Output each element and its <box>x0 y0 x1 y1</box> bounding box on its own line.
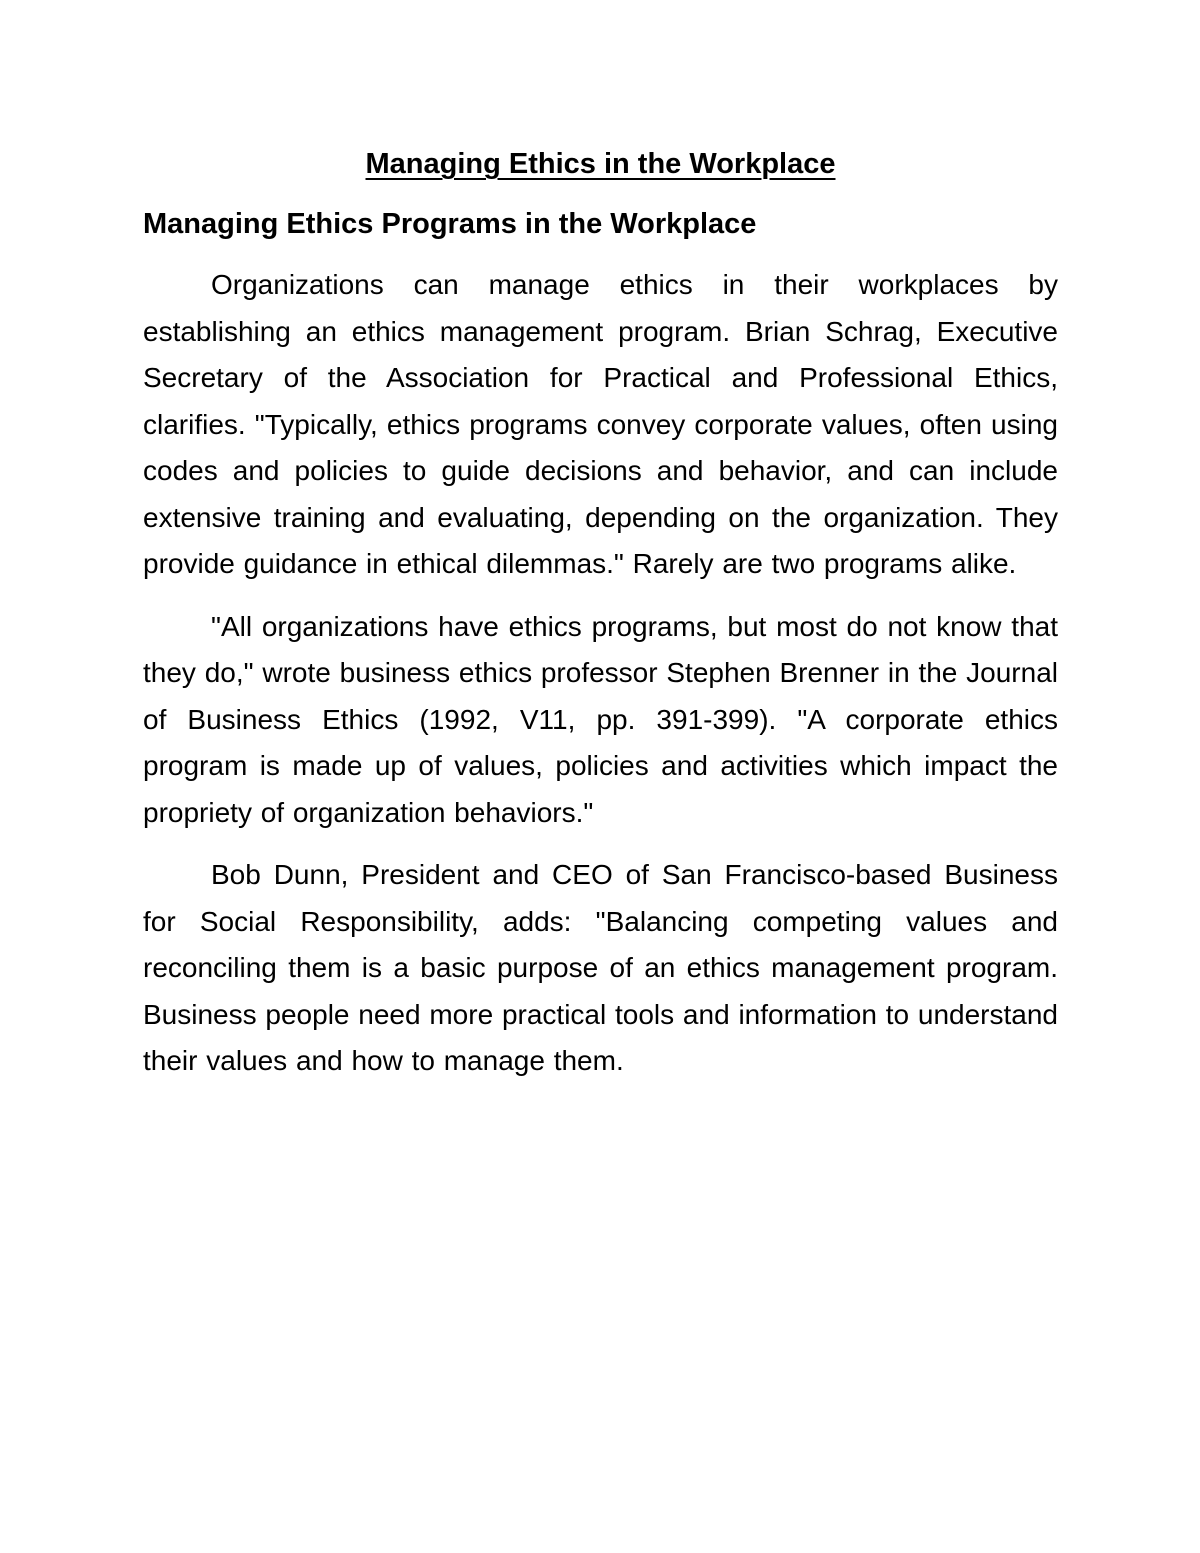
section-heading: Managing Ethics Programs in the Workplace <box>143 208 757 240</box>
paragraph-2: "All organizations have ethics programs, but most do not know that they do," wrote business ethics professor Stephen Brenner in the Journal of Business Ethics (1992, V11, pp. 391-399). "A corporate ethics program is made up of values, policies and activities which impact the propriety of organization behaviors." <box>143 610 1058 828</box>
paragraph-1: Organizations can manage ethics in their workplaces by establishing an ethics management program. Brian Schrag, Executive Secretary of the Association for Practical and Professional Ethics, clarifies. "Typically, ethics programs convey corporate values, often using codes and policies to guide decisions and behavior, and can include extensive training and evaluating, depending on the organization. They provide guidance in ethical dilemmas." Rarely are two programs alike. <box>143 269 1058 579</box>
document-body <box>143 140 1058 1101</box>
paragraph-3: Bob Dunn, President and CEO of San Francisco-based Business for Social Responsibility, adds: "Balancing competing values and reconciling them is a basic purpose of an ethics management program. Business people need more practical tools and information to understand their values and how to manage them. <box>143 859 1058 1076</box>
document-title: Managing Ethics in the Workplace <box>365 148 836 180</box>
